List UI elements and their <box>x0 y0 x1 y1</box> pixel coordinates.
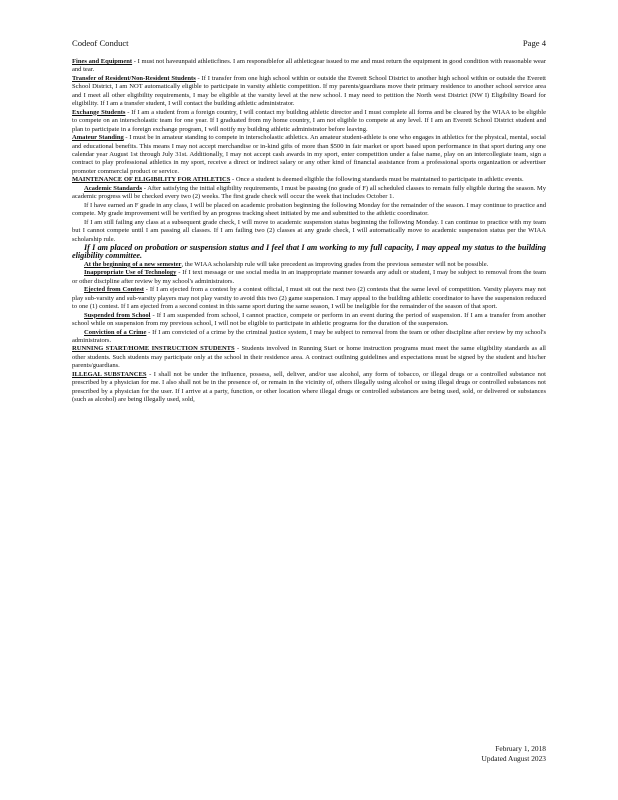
paragraph-amateur <box>72 134 546 176</box>
text-illegal: - I shall not be under the influence, possess, sell, deliver, and/or use alcohol, any form of tobacco, or illegal drugs or a controlled substance not prescribed by a physician for me. I also shall not be in the presence of, or remain in the vicinity of, others illegally using alcohol or using illegal drugs or controlled substances not prescribed by a physician for the user. If I arrive at a party, function, or other location where illegal drugs or controlled substances are being used, sold, or delivered or substances (such as alcohol) are being illegally used, sold, <box>72 370 546 404</box>
paragraph-maintenance <box>72 176 546 184</box>
paragraph-conviction <box>72 329 546 346</box>
footer-updated: Updated August 2023 <box>481 753 546 763</box>
paragraph-probation: If I have earned an F grade in any class, I will be placed on academic probation beginning the following Monday for the remainder of the season. I may continue to practice and compete. My grade improvement will be verified by an progress tracking sheet initiated by me and submitted to the athletic coordinator. <box>72 201 546 218</box>
paragraph-technology <box>72 269 546 286</box>
paragraph-fines <box>72 58 546 75</box>
paragraph-failing: If I am still failing any class at a subsequent grade check, I will move to academic suspension status beginning the following Monday. I can continue to practice with my team but I cannot compete until I am passing all classes. If I am failing two (2) classes at any grade check, I will automatically move to academic suspension status per the WIAA scholarship rule. <box>72 218 546 243</box>
heading-running-start: RUNNING START/HOME INSTRUCTION STUDENTS <box>72 345 235 353</box>
heading-illegal: ILLEGAL SUBSTANCES <box>72 370 147 378</box>
heading-academic: Academic Standards <box>84 184 143 192</box>
heading-amateur: Amateur Standing <box>72 134 124 142</box>
text-conviction: - If I am convicted of a crime by the criminal justice system, I may be subject to removal from the team or other discipline after review by my school's administrators. <box>72 328 546 344</box>
paragraph-semester <box>72 261 546 269</box>
heading-transfer: Transfer of Resident/Non-Resident Students <box>72 74 196 82</box>
heading-fines: Fines and Equipment <box>72 58 133 65</box>
paragraph-illegal <box>72 371 546 405</box>
text-fines: - I must not haveunpaid athleticfines. I am responsiblefor all athleticgear issued to me and must return the equipment in good condition with reasonable wear and tear. <box>72 58 546 74</box>
heading-technology: Inappropriate Use of Technology <box>84 269 177 277</box>
text-running-start: - Students involved in Running Start or home instruction programs must meet the same eligibility standards as all other students. Such students may participate only at the school in their residence area. A contract outlining guidelines and expectations must be signed by the student and his/her parents/guardians. <box>72 345 546 370</box>
paragraph-appeal-note <box>72 244 546 261</box>
text-maintenance: - Once a student is deemed eligible the following standards must be maintained to participate in athletic events. <box>230 176 524 184</box>
paragraph-ejected <box>72 286 546 311</box>
heading-suspended: Suspended from School <box>84 311 151 319</box>
paragraph-transfer <box>72 75 546 109</box>
appeal-note: If I am placed on probation or suspension status and I feel that I am working to my full capacity, I may appeal my status to the building eligibility committee. <box>72 242 546 261</box>
heading-exchange: Exchange Students <box>72 108 126 116</box>
text-amateur: - I must be in amateur standing to compete in interscholastic athletics. An amateur student-athlete is one who engages in athletics for the physical, mental, social and educational benefits. This means I may not accept merchandise or in-kind gifts of more than $500 in fair market or sport based upon performance in that sport during any one calendar year August 1st through July 31st. Additionally, I may not accept cash awards in my sport, enter competition under a false name, play on an intercollegiate team, sign a contract to play professional athletics in my sport, receive a direct or indirect salary or any other kind of financial assistance from a professional sports organization or advertiser promoter commercial product or service. <box>72 134 546 175</box>
document-body <box>72 58 546 405</box>
footer-date: February 1, 2018 <box>495 744 546 753</box>
text-academic: - After satisfying the initial eligibility requirements, I must be passing (no grade of F) all scheduled classes to remain fully eligible during the season. My academic progress will be checked every two (2) weeks. The first grade check will occur the week that includes October 1. <box>72 184 546 201</box>
page-footer <box>482 744 546 763</box>
paragraph-running-start <box>72 345 546 370</box>
heading-maintenance: MAINTENANCE OF ELIGIBILITY FOR ATHLETICS <box>72 176 231 184</box>
paragraph-exchange <box>72 109 546 134</box>
text-exchange: - If I am a student from a foreign country, I will contact my building athletic director and I must complete all forms and be cleared by the WIAA to be eligible to compete on an interscholastic team for one year. If I graduated from my home country, I am not eligible to compete at any level. If I am an Everett School District student and plan to participate in a foreign exchange program, I will notify my building athletic administrator before leaving. <box>72 108 547 133</box>
text-transfer: - If I transfer from one high school within or outside the Everett School District to another high school within or outside the Everett School District, I am NOT automatically eligible to participate in varsity athletic competition. If my parents/guardians move their primary residence to another school service area and I meet all other eligibility requirements, I may be eligible at the varsity level at the new school. I may need to petition the North west District (NW I) Eligibility Board for eligibility. If I am a transfer student, I will contact the building athletic administrator. <box>72 74 546 108</box>
heading-semester: At the beginning of a new semester <box>84 260 182 268</box>
paragraph-suspended <box>72 312 546 329</box>
text-technology: - If I text message or use social media in an inappropriate manner towards any adult or student, I may be subject to removal from the team or other discipline after review by my school's administrators. <box>72 269 546 285</box>
page-number: Page 4 <box>522 38 546 48</box>
heading-conviction: Conviction of a Crime <box>84 328 147 336</box>
paragraph-academic <box>72 185 546 202</box>
text-ejected: - If I am ejected from a contest by a contest official, I must sit out the next two (2) contests that the same level of competition. Varsity players may not play sub-varsity and sub-varsity players may not play varsity to avoid this two (2) game suspension. I may appeal to the building athletic coordinator to have the suspension reduced to one (1) contest. If I am ejected from a second contest in this same sport during the same season, I will be ineligible for the remainder of the season of that sport. <box>72 286 546 311</box>
header-title: Codeof Conduct <box>72 38 129 48</box>
heading-ejected: Ejected from Contest <box>84 286 144 294</box>
text-suspended: - If I am suspended from school, I cannot practice, compete or perform in an event during the period of suspension. If I am a transfer from another school while on suspension from my previous school, I will not be eligible to participate in athletic programs for the duration of the suspension. <box>72 311 546 328</box>
text-semester: , the WIAA scholarship rule will take precedent as improving grades from the previous semester will not be possible. <box>181 260 489 268</box>
